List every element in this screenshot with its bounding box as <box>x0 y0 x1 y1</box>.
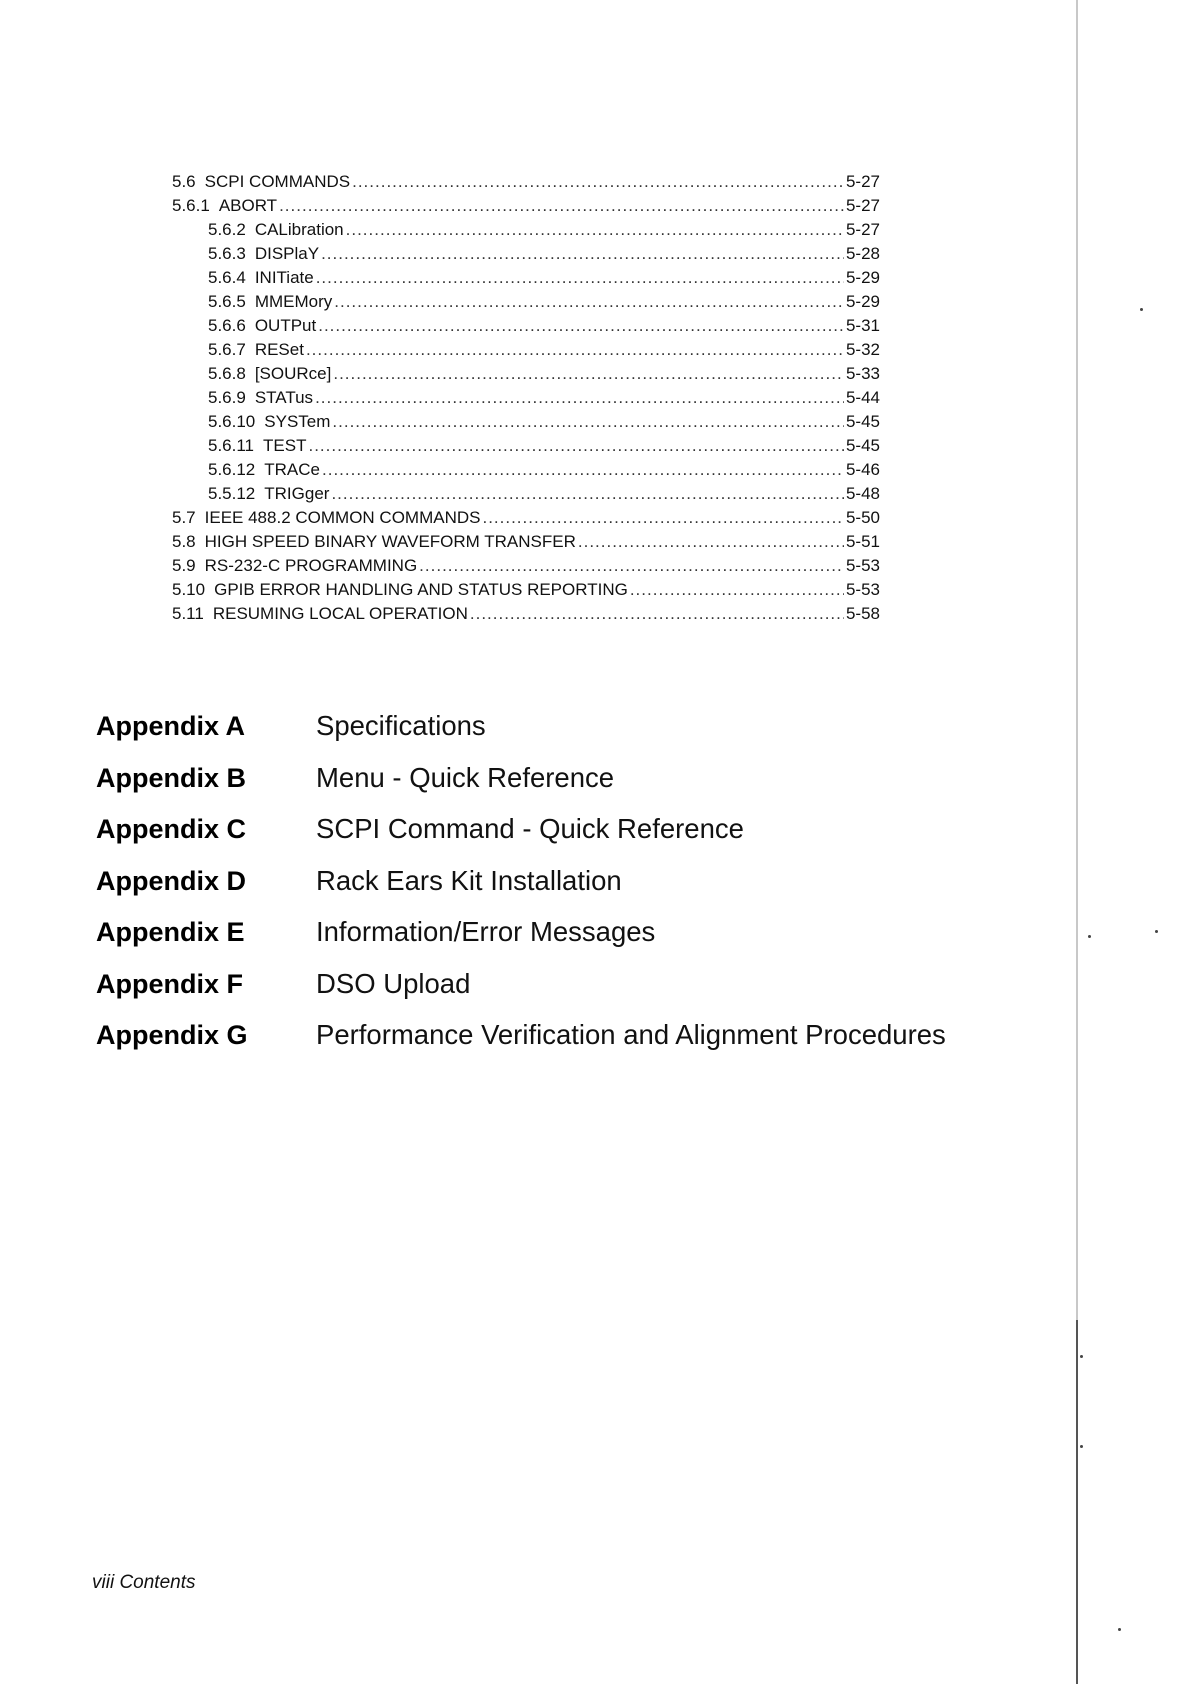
toc-entry[interactable] <box>172 554 880 578</box>
toc-entry-title: TRIGger <box>264 484 330 503</box>
toc-entry-number: 5.6.7 <box>208 340 246 359</box>
toc-entry-page: 5-33 <box>845 364 880 383</box>
toc-entry-number: 5.6.3 <box>208 244 246 263</box>
toc-entry[interactable] <box>172 290 880 314</box>
dot-leader <box>321 242 844 266</box>
appendix-entry-f[interactable] <box>96 958 996 1010</box>
appendix-label: Appendix D <box>96 865 247 896</box>
appendix-entry-c[interactable] <box>96 803 996 855</box>
toc-entry-page: 5-29 <box>845 268 880 287</box>
toc-entry-number: 5.5.12 <box>208 484 256 503</box>
dot-leader <box>346 218 844 242</box>
scan-speck <box>1140 308 1143 311</box>
toc-entry-number: 5.6.10 <box>208 412 256 431</box>
toc-entry-page: 5-44 <box>845 388 880 407</box>
appendix-entry-b[interactable] <box>96 752 996 804</box>
toc-entry[interactable] <box>172 386 880 410</box>
toc-entry[interactable] <box>172 266 880 290</box>
appendix-label: Appendix C <box>96 814 247 844</box>
toc-entry[interactable] <box>172 458 880 482</box>
toc-entry-page: 5-53 <box>845 556 880 575</box>
dot-leader <box>306 338 844 362</box>
toc-entry-number: 5.11 <box>172 604 204 623</box>
toc-entry-number: 5.6.11 <box>208 436 255 455</box>
toc-entry-page: 5-29 <box>845 292 880 311</box>
toc-entry-title: OUTPut <box>254 316 317 335</box>
toc-entry[interactable] <box>172 338 880 362</box>
toc-entry-page: 5-46 <box>845 460 880 479</box>
toc-entry-number: 5.6.2 <box>208 220 246 239</box>
dot-leader <box>331 482 844 506</box>
toc-entry[interactable] <box>172 362 880 386</box>
appendix-label: Appendix E <box>96 917 245 947</box>
toc-entry[interactable] <box>172 218 880 242</box>
scan-speck <box>1088 935 1091 938</box>
toc-entry-title: DISPlaY <box>254 244 320 263</box>
toc-entry-page: 5-50 <box>845 508 880 527</box>
toc-entry[interactable] <box>172 410 880 434</box>
dot-leader <box>470 602 844 626</box>
toc-entry-title: INITiate <box>254 268 314 287</box>
toc-entry-number: 5.6.5 <box>208 292 246 311</box>
appendix-title: SCPI Command - Quick Reference <box>316 813 744 844</box>
toc-entry[interactable] <box>172 530 880 554</box>
toc-entry-number: 5.6 <box>172 172 196 191</box>
toc-entry-page: 5-28 <box>845 244 880 263</box>
toc-entry-title: [SOURce] <box>254 364 332 383</box>
dot-leader <box>630 578 844 602</box>
appendix-entry-g[interactable] <box>96 1009 996 1061</box>
toc-entry-title: RESUMING LOCAL OPERATION <box>212 604 468 623</box>
appendix-title: Rack Ears Kit Installation <box>316 864 622 896</box>
toc-entry-title: RS-232-C PROGRAMMING <box>204 556 418 575</box>
toc-entry-number: 5.6.12 <box>208 460 256 479</box>
dot-leader <box>334 290 844 314</box>
toc-entry-number: 5.6.9 <box>208 388 246 407</box>
dot-leader <box>279 194 844 218</box>
toc-entry[interactable] <box>172 434 880 458</box>
table-of-contents <box>172 170 880 626</box>
dot-leader <box>332 410 844 434</box>
toc-entry-title: GPIB ERROR HANDLING AND STATUS REPORTING <box>214 580 628 599</box>
toc-entry[interactable] <box>172 194 880 218</box>
scan-speck <box>1080 1355 1083 1358</box>
toc-entry-title: CALibration <box>254 220 344 239</box>
toc-entry-page: 5-53 <box>845 580 880 599</box>
appendix-title: DSO Upload <box>316 967 471 999</box>
appendix-title: Menu - Quick Reference <box>316 761 615 793</box>
appendix-entry-d[interactable] <box>96 855 996 907</box>
dot-leader <box>333 362 844 386</box>
dot-leader <box>322 458 844 482</box>
scan-speck <box>1155 930 1158 933</box>
appendix-title: Specifications <box>316 710 486 741</box>
appendix-label: Appendix B <box>96 762 247 793</box>
appendix-entry-e[interactable] <box>96 906 996 958</box>
scan-edge-line-dark <box>1076 1320 1078 1684</box>
appendix-title: Performance Verification and Alignment Procedures <box>316 1019 946 1050</box>
toc-entry-page: 5-45 <box>845 436 880 455</box>
toc-entry-page: 5-27 <box>845 196 880 215</box>
toc-entry-title: TRACe <box>264 460 320 479</box>
scan-speck <box>1118 1628 1121 1631</box>
appendix-label: Appendix F <box>96 968 243 999</box>
toc-entry-page: 5-51 <box>845 532 880 551</box>
toc-entry[interactable] <box>172 482 880 506</box>
toc-entry-page: 5-32 <box>845 340 880 359</box>
toc-entry-title: SYSTem <box>264 412 331 431</box>
appendix-list <box>96 700 996 1061</box>
toc-entry-title: IEEE 488.2 COMMON COMMANDS <box>204 508 481 527</box>
toc-entry-number: 5.8 <box>172 532 196 551</box>
toc-entry-number: 5.6.6 <box>208 316 246 335</box>
dot-leader <box>419 554 844 578</box>
dot-leader <box>578 530 844 554</box>
toc-entry-page: 5-27 <box>845 220 880 239</box>
toc-entry[interactable] <box>172 578 880 602</box>
toc-entry[interactable] <box>172 170 880 194</box>
toc-entry-page: 5-27 <box>845 172 880 191</box>
toc-entry-number: 5.7 <box>172 508 196 527</box>
toc-entry-page: 5-31 <box>845 316 880 335</box>
toc-entry-title: STATus <box>254 388 314 407</box>
toc-entry[interactable] <box>172 314 880 338</box>
dot-leader <box>352 170 844 194</box>
toc-entry[interactable] <box>172 602 880 626</box>
dot-leader <box>308 434 844 458</box>
toc-entry-title: HIGH SPEED BINARY WAVEFORM TRANSFER <box>204 532 576 551</box>
dot-leader <box>482 506 844 530</box>
toc-entry-title: RESet <box>254 340 304 359</box>
toc-entry-page: 5-48 <box>845 484 880 503</box>
appendix-label: Appendix A <box>96 711 246 741</box>
toc-entry-number: 5.6.8 <box>208 364 246 383</box>
toc-entry-number: 5.6.1 <box>172 196 210 215</box>
toc-entry-title: TEST <box>263 436 307 455</box>
toc-entry[interactable] <box>172 506 880 530</box>
dot-leader <box>315 386 844 410</box>
toc-entry-number: 5.10 <box>172 580 206 599</box>
toc-entry-title: ABORT <box>218 196 278 215</box>
dot-leader <box>318 314 844 338</box>
toc-entry-page: 5-58 <box>845 604 880 623</box>
page-footer: viii Contents <box>92 1572 196 1593</box>
toc-entry[interactable] <box>172 242 880 266</box>
toc-entry-number: 5.6.4 <box>208 268 246 287</box>
dot-leader <box>316 266 844 290</box>
appendix-entry-a[interactable] <box>96 700 996 752</box>
toc-entry-title: MMEMory <box>254 292 333 311</box>
scan-speck <box>1080 1445 1083 1448</box>
toc-entry-title: SCPI COMMANDS <box>204 172 351 191</box>
toc-entry-page: 5-45 <box>845 412 880 431</box>
toc-entry-number: 5.9 <box>172 556 196 575</box>
appendix-title: Information/Error Messages <box>316 916 656 947</box>
appendix-label: Appendix G <box>96 1020 248 1050</box>
